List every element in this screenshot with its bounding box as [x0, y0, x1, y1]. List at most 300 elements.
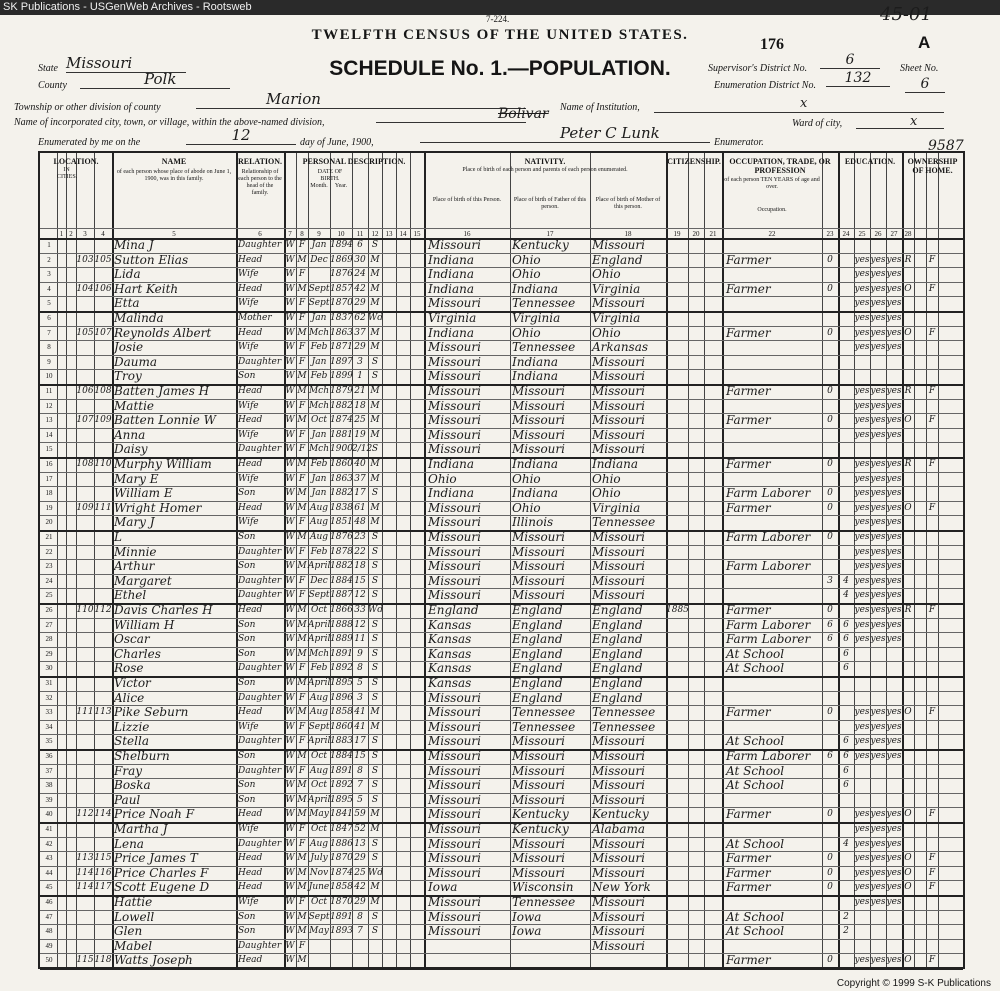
cell-color: W: [285, 459, 295, 469]
cell-write: yes: [870, 707, 886, 718]
cell-months-unemp: 0: [827, 955, 833, 966]
cell-read: yes: [854, 721, 870, 732]
cell-farm: F: [928, 459, 936, 469]
cell-sex: M: [297, 751, 307, 761]
cell-sex: M: [297, 488, 307, 499]
cell-year: 1866: [330, 605, 353, 615]
line-number: 42: [45, 839, 53, 848]
cell-birth: Missouri: [428, 909, 481, 924]
cell-read: yes: [854, 897, 870, 907]
cell-mother: Missouri: [592, 296, 645, 311]
cell-english: yes: [886, 459, 902, 469]
cell-write: yes: [870, 488, 886, 499]
cell-month: Nov: [309, 867, 329, 878]
cell-birth: Missouri: [428, 442, 481, 457]
cell-color: W: [285, 532, 295, 542]
cell-farm: F: [928, 955, 936, 966]
cell-occupation: Farmer: [726, 252, 771, 267]
cell-color: W: [285, 429, 295, 440]
cell-occupation: At School: [726, 836, 785, 851]
cell-marital: S: [371, 356, 379, 367]
cell-father: England: [512, 646, 563, 661]
cell-marital: M: [370, 459, 380, 469]
cell-name: L: [114, 530, 122, 544]
cell-birth: Missouri: [428, 836, 481, 851]
cell-birth: Kansas: [428, 676, 472, 690]
cell-read: yes: [854, 955, 870, 966]
cell-year: 1858: [330, 707, 353, 718]
cell-read: yes: [854, 502, 870, 513]
census-title: TWELFTH CENSUS OF THE UNITED STATES.: [311, 27, 689, 43]
cell-write: yes: [870, 415, 886, 426]
cell-months-unemp: 0: [827, 867, 833, 878]
cell-sex: F: [298, 897, 306, 907]
line-number: 24: [45, 576, 53, 585]
cell-age: 24: [354, 269, 366, 280]
cell-sex: M: [297, 605, 307, 615]
cell-write: yes: [870, 429, 886, 440]
cell-owned: O: [904, 809, 912, 820]
cell-name: Fray: [114, 763, 142, 778]
cell-sex: M: [297, 707, 307, 718]
cell-age: 8: [357, 765, 363, 776]
cell-relation: Head: [238, 809, 263, 820]
cell-sex: F: [298, 575, 306, 586]
cell-year: 1888: [330, 619, 353, 630]
cell-relation: Head: [238, 283, 263, 294]
cell-write: yes: [870, 809, 886, 820]
enumerator-name: Peter C Lunk: [420, 124, 710, 143]
cell-sex: M: [297, 809, 307, 820]
cell-marital: S: [371, 371, 379, 382]
cell-father: Indiana: [512, 457, 559, 471]
cell-months-unemp: 6: [827, 634, 833, 645]
cell-birth: Indiana: [428, 267, 475, 282]
line-number: 39: [45, 795, 53, 804]
cell-month: Oct: [310, 415, 328, 426]
line-number: 17: [45, 474, 53, 483]
cell-father: Ohio: [512, 500, 541, 515]
cell-age: 15: [354, 751, 366, 761]
cell-sex: M: [297, 678, 307, 688]
cell-mother: England: [592, 617, 643, 632]
cell-month: June: [308, 882, 330, 893]
cell-months-unemp: 6: [827, 619, 833, 630]
cell-year: 1871: [330, 342, 353, 353]
cell-months-unemp: 0: [827, 502, 833, 513]
group-citizenship: CITIZENSHIP.: [667, 157, 721, 166]
cell-father: Illinois: [512, 515, 554, 530]
column-number: 5: [172, 230, 176, 238]
cell-family: 115: [94, 853, 112, 864]
cell-name: Stella: [114, 734, 149, 749]
state-value: Missouri: [66, 54, 186, 73]
cell-father: Missouri: [512, 792, 565, 807]
cell-owned: O: [904, 415, 912, 426]
cell-write: yes: [870, 955, 886, 966]
cell-mother: Missouri: [592, 413, 645, 428]
in-cities-header: IN CITIES.: [57, 167, 78, 180]
cell-sex: M: [297, 648, 307, 659]
cell-marital: M: [370, 327, 380, 338]
cell-write: yes: [870, 561, 886, 572]
cell-english: yes: [886, 488, 902, 499]
cell-marital: S: [371, 780, 379, 791]
line-number: 8: [47, 343, 51, 352]
cell-read: yes: [854, 429, 870, 440]
cell-sex: F: [298, 736, 306, 747]
cell-year: 1896: [330, 692, 353, 703]
cell-father: Virginia: [512, 311, 561, 325]
cell-father: England: [512, 690, 563, 705]
film-number: 45-01: [880, 4, 932, 25]
cell-age: 18: [354, 400, 366, 411]
cell-birth: Kansas: [428, 646, 472, 661]
cell-father: Ohio: [512, 267, 541, 282]
cell-color: W: [285, 254, 295, 265]
cell-english: yes: [886, 707, 902, 718]
cell-marital: M: [370, 400, 380, 411]
cell-father: Tennessee: [512, 340, 576, 355]
cell-father: Missouri: [512, 778, 565, 793]
cell-birth: Missouri: [428, 427, 481, 442]
city-value: Bolivar: [376, 106, 526, 123]
cell-marital: M: [370, 298, 380, 309]
cell-owned: O: [904, 867, 912, 878]
cell-birth: Missouri: [428, 690, 481, 705]
cell-mother: Missouri: [592, 938, 645, 953]
cell-sex: F: [298, 692, 306, 703]
cell-dwelling: 111: [76, 707, 94, 718]
cell-color: W: [285, 940, 295, 951]
cell-write: yes: [870, 283, 886, 294]
cell-marital: S: [371, 546, 379, 557]
line-number: 25: [45, 591, 53, 600]
cell-occupation: Farm Laborer: [726, 530, 811, 544]
cell-age: 29: [354, 342, 366, 353]
cell-month: Jan: [311, 356, 327, 367]
cell-age: 5: [357, 678, 363, 688]
cell-farm: F: [928, 605, 936, 615]
line-number: 20: [45, 518, 53, 527]
cell-birth: Missouri: [428, 865, 481, 880]
cell-occupation: Farmer: [726, 851, 771, 866]
cell-birth: Missouri: [428, 238, 481, 252]
cell-color: W: [285, 765, 295, 776]
cell-relation: Son: [238, 911, 256, 922]
cell-color: W: [285, 911, 295, 922]
cell-year: 1878: [330, 546, 353, 557]
cell-english: yes: [886, 721, 902, 732]
cell-month: Oct: [310, 751, 328, 761]
cell-sex: F: [298, 400, 306, 411]
township-value: Marion: [196, 90, 526, 109]
cell-mother: Indiana: [592, 457, 639, 471]
cell-sex: M: [297, 853, 307, 864]
cell-sex: F: [298, 546, 306, 557]
cell-month: May: [309, 809, 329, 820]
line-number: 15: [45, 445, 53, 454]
line-number: 32: [45, 693, 53, 702]
cell-month: Jan: [311, 313, 327, 323]
cell-year: 1851: [330, 517, 353, 528]
cell-write: yes: [870, 459, 886, 469]
cell-months-unemp: 0: [827, 283, 833, 294]
cell-write: yes: [870, 532, 886, 542]
cell-color: W: [285, 648, 295, 659]
column-number-rule: [40, 228, 963, 229]
cell-english: yes: [886, 853, 902, 864]
cell-marital: S: [371, 634, 379, 645]
cell-age: 11: [354, 634, 366, 645]
cell-birth: Missouri: [428, 544, 481, 559]
cell-birth: Missouri: [428, 515, 481, 530]
cell-relation: Head: [238, 254, 263, 265]
cell-father: Ohio: [512, 471, 541, 486]
cell-month: Jan: [311, 429, 327, 440]
cell-school: 4: [843, 590, 849, 601]
cell-father: Indiana: [512, 369, 559, 384]
column-number: 18: [624, 230, 632, 238]
cell-school: 6: [843, 751, 849, 761]
cell-mother: Missouri: [592, 851, 645, 866]
cell-farm: F: [928, 707, 936, 718]
cell-relation: Son: [238, 634, 256, 645]
cell-color: W: [285, 838, 295, 849]
column-number: 1: [59, 230, 64, 238]
cell-father: Missouri: [512, 749, 565, 763]
cell-english: yes: [886, 838, 902, 849]
line-number: 28: [45, 635, 53, 644]
cell-name: Shelburn: [114, 749, 170, 763]
cell-month: Dec: [310, 575, 328, 586]
cell-marital: S: [371, 911, 379, 922]
cell-father: England: [512, 632, 563, 647]
cell-age: 5: [357, 794, 363, 805]
cell-sex: F: [298, 590, 306, 601]
cell-sex: M: [297, 794, 307, 805]
cell-english: yes: [886, 824, 902, 834]
cell-english: yes: [886, 561, 902, 572]
cell-name: Boska: [114, 778, 151, 793]
cell-mother: Tennessee: [592, 719, 656, 734]
cell-marital: S: [371, 590, 379, 601]
cell-name: Reynolds Albert: [114, 325, 212, 340]
cell-month: Oct: [310, 824, 328, 834]
cell-school: 4: [843, 838, 849, 849]
line-number: 41: [45, 825, 53, 833]
cell-occupation: Farmer: [726, 880, 771, 895]
cell-age: 12: [354, 590, 366, 601]
cell-age: 25: [354, 415, 366, 426]
cell-read: yes: [854, 853, 870, 864]
cell-color: W: [285, 955, 295, 966]
cell-sex: M: [297, 867, 307, 878]
cell-year: 1895: [330, 794, 353, 805]
cell-birth: Missouri: [428, 296, 481, 311]
cell-mother: England: [592, 252, 643, 267]
cell-farm: F: [928, 882, 936, 893]
cell-sex: F: [298, 313, 306, 323]
cell-year: 1860: [330, 459, 353, 469]
cell-months-unemp: 0: [827, 254, 833, 265]
cell-write: yes: [870, 838, 886, 849]
cell-read: yes: [854, 561, 870, 572]
cell-name: Price Noah F: [114, 807, 195, 822]
column-number: 26: [874, 230, 882, 238]
cell-read: yes: [854, 546, 870, 557]
cell-age: 9: [357, 648, 363, 659]
sheet-value: 6: [905, 76, 945, 93]
column-number: 10: [337, 230, 345, 238]
cell-marital: M: [370, 824, 380, 834]
cell-color: W: [285, 415, 295, 426]
cell-occupation: At School: [726, 661, 785, 676]
cell-family: 114: [94, 809, 112, 820]
cell-relation: Wife: [238, 269, 259, 280]
cell-year: 1838: [330, 502, 353, 513]
cell-birth: Missouri: [428, 734, 481, 749]
cell-write: yes: [870, 473, 886, 484]
cell-color: W: [285, 444, 295, 455]
cell-english: yes: [886, 298, 902, 309]
cell-birth: Missouri: [428, 354, 481, 369]
cell-relation: Head: [238, 327, 263, 338]
cell-birth: Missouri: [428, 705, 481, 720]
cell-father: Kentucky: [512, 807, 569, 822]
cell-read: yes: [854, 590, 870, 601]
cell-mother: Missouri: [592, 530, 645, 544]
cell-marital: S: [371, 488, 379, 499]
cell-month: Feb: [310, 371, 328, 382]
cell-color: W: [285, 473, 295, 484]
cell-father: Missouri: [512, 588, 565, 603]
group-relation: RELATION.: [237, 157, 283, 166]
cell-father: Iowa: [512, 924, 542, 939]
cell-father: Kentucky: [512, 822, 569, 836]
cell-family: 106: [94, 283, 112, 294]
cell-occupation: At School: [726, 778, 785, 793]
cell-month: April: [308, 561, 331, 572]
cell-write: yes: [870, 853, 886, 864]
cell-name: Murphy William: [114, 457, 212, 471]
line-number: 29: [45, 649, 53, 658]
cell-name: Mabel: [114, 938, 153, 953]
cell-mother: England: [592, 676, 643, 690]
cell-occupation: Farm Laborer: [726, 632, 811, 647]
cell-name: Sutton Elias: [114, 252, 189, 267]
cell-father: Wisconsin: [512, 880, 574, 895]
cell-marital: M: [370, 897, 380, 907]
line-number: 43: [45, 854, 53, 863]
cell-marital: M: [370, 254, 380, 265]
cell-school: 4: [843, 575, 849, 586]
cell-write: yes: [870, 342, 886, 353]
cell-age: 41: [354, 721, 366, 732]
line-number: 44: [45, 868, 53, 877]
cell-age: 12: [354, 619, 366, 630]
cell-owned: R: [904, 605, 912, 615]
cell-name: Minnie: [114, 544, 157, 559]
enumeration-district-label: Enumeration District No.: [714, 80, 816, 91]
line-number: 7: [47, 328, 51, 337]
cell-age: 18: [354, 561, 366, 572]
cell-sex: F: [298, 429, 306, 440]
cell-color: W: [285, 502, 295, 513]
stamp-number: 9587: [928, 138, 964, 154]
cell-marital: S: [371, 853, 379, 864]
cell-father: Missouri: [512, 427, 565, 442]
cell-relation: Wife: [238, 342, 259, 353]
cell-age: 17: [354, 488, 366, 499]
cell-school: 6: [843, 736, 849, 747]
cell-write: yes: [870, 386, 886, 396]
cell-month: Aug: [309, 502, 329, 513]
cell-mother: Virginia: [592, 500, 641, 515]
cell-marital: Wd: [368, 605, 384, 615]
cell-sex: M: [297, 926, 307, 937]
cell-marital: S: [371, 532, 379, 542]
cell-father: Tennessee: [512, 705, 576, 720]
cell-color: W: [285, 780, 295, 791]
cell-family: 105: [94, 254, 112, 265]
cell-read: yes: [854, 313, 870, 323]
cell-relation: Son: [238, 532, 256, 542]
column-number: 3: [83, 230, 87, 238]
cell-english: yes: [886, 517, 902, 528]
cell-months-unemp: 6: [827, 751, 833, 761]
cell-year: 1847: [330, 824, 353, 834]
cell-occupation: Farmer: [726, 325, 771, 340]
cell-name: Troy: [114, 369, 142, 384]
cell-name: Lena: [114, 836, 144, 851]
cell-family: 118: [94, 955, 112, 966]
cell-color: W: [285, 809, 295, 820]
birth-person-header: Place of birth of this Person.: [432, 197, 502, 203]
cell-birth: Missouri: [428, 398, 481, 413]
cell-sex: F: [298, 356, 306, 367]
cell-months-unemp: 0: [827, 605, 833, 615]
cell-birth: Missouri: [428, 924, 481, 939]
cell-month: Feb: [310, 342, 328, 353]
cell-months-unemp: 0: [827, 532, 833, 542]
cell-dwelling: 107: [76, 415, 94, 426]
cell-sex: F: [298, 824, 306, 834]
cell-birth: Indiana: [428, 486, 475, 501]
cell-age: 7: [357, 926, 363, 937]
cell-dwelling: 106: [76, 386, 94, 396]
line-number: 37: [45, 766, 53, 775]
line-number: 6: [47, 314, 51, 322]
line-number: 34: [45, 722, 53, 731]
cell-marital: S: [371, 926, 379, 937]
cell-sex: M: [297, 283, 307, 294]
cell-name: William E: [114, 486, 173, 501]
cell-name: Mina J: [114, 238, 154, 252]
cell-birth: Missouri: [428, 895, 481, 909]
cell-name: Malinda: [114, 311, 164, 325]
cell-year: 1889: [330, 634, 353, 645]
cell-marital: M: [370, 809, 380, 820]
cell-school: 6: [843, 765, 849, 776]
cell-dwelling: 113: [76, 853, 94, 864]
cell-school: 2: [843, 926, 849, 937]
cell-birth: Indiana: [428, 252, 475, 267]
cell-mother: Tennessee: [592, 705, 656, 720]
line-number: 27: [45, 620, 53, 629]
cell-age: 52: [354, 824, 366, 834]
line-number: 33: [45, 708, 53, 717]
